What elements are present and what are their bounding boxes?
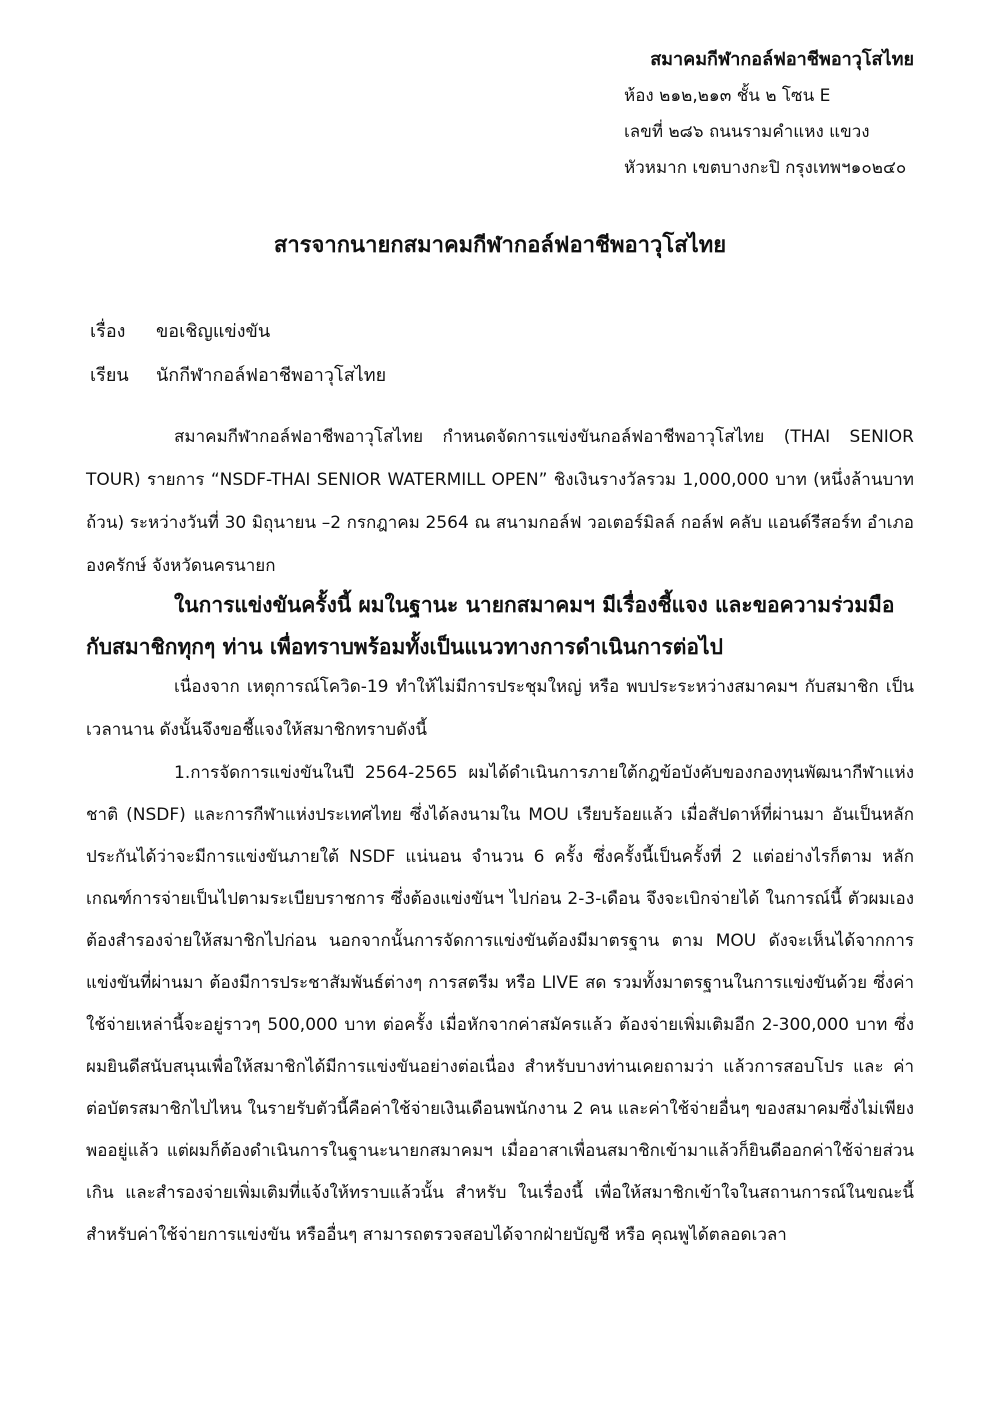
address-line-room: ห้อง ๒๑๒,๒๑๓ ชั้น ๒ โซน E xyxy=(624,86,831,106)
address-line-street: เลขที่ ๒๘๖ ถนนรามคำแหง แขวง xyxy=(624,122,870,142)
item1-paragraph: 1.การจัดการแข่งขันในปี 2564-2565 ผมได้ดำเนินการภายใต้กฎข้อบังคับของกองทุนพัฒนากีฬาแห่งชาติ (NSDF) และการกีฬาแห่งประเทศไทย ซึ่งได้ลงนามใน MOU เรียบร้อยแล้ว เมื่อสัปดาห์ที่ผ่านมา อันเป็นหลักประกันได้ว่าจะมีการแข่งขันภายใต้ NSDF แน่นอน จำนวน 6 ครั้ง ซึ่งครั้งนี้เป็นครั้งที่ 2 แต่อย่างไรก็ตาม หลักเกณฑ์การจ่ายเป็นไปตามระเบียบราชการ ซึ่งต้องแข่งขันฯ ไปก่อน 2-3-เดือน จึงจะเบิกจ่ายได้ ในการณ์นี้ ตัวผมเองต้องสำรองจ่ายให้สมาชิกไปก่อน นอกจากนั้นการจัดการแข่งขันต้องมีมาตรฐาน ตาม MOU ดังจะเห็นได้จากการแข่งขันที่ผ่านมา ต้องมีการประชาสัมพันธ์ต่างๆ การสตรีม หรือ LIVE สด รวมทั้งมาตรฐานในการแข่งขันด้วย ซึ่งค่าใช้จ่ายเหล่านี้จะอยู่ราวๆ 500,000 บาท ต่อครั้ง เมื่อหักจากค่าสมัครแล้ว ต้องจ่ายเพิ่มเติมอีก 2-300,000 บาท ซึ่งผมยินดีสนับสนุนเพื่อให้สมาชิกได้มีการแข่งขันอย่างต่อเนื่อง สำหรับบางท่านเคยถามว่า แล้วการสอบโปร และ ค่าต่อบัตรสมาชิกไปไหน ในรายรับตัวนี้คือค่าใช้จ่ายเงินเดือนพนักงาน 2 คน และค่าใช้จ่ายอื่นๆ ของสมาคมซึ่งไม่เพียงพออยู่แล้ว แต่ผมก็ต้องดำเนินการในฐานะนายกสมาคมฯ เมื่ออาสาเพื่อนสมาชิกเข้ามาแล้วก็ยินดีออกค่าใช้จ่ายส่วนเกิน และสำรองจ่ายเพิ่มเติมที่แจ้งให้ทราบแล้วนั้น สำหรับ ในเรื่องนี้ เพื่อให้สมาชิกเข้าใจในสถานการณ์ในขณะนี้ สำหรับค่าใช้จ่ายการแข่งขัน หรืออื่นๆ สามารถตรวจสอบได้จากฝ่ายบัญชี หรือ คุณพูได้ตลอดเวลา xyxy=(86,763,914,1245)
address-line-district: หัวหมาก เขตบางกะปิ กรุงเทพฯ๑๐๒๔๐ xyxy=(624,158,907,178)
sender-organization: สมาคมกีฬากอล์ฟอาชีพอาวุโสไทย xyxy=(650,49,914,70)
sender-address-block xyxy=(594,42,914,186)
recipient-label: เรียน xyxy=(90,365,129,386)
recipient-line xyxy=(90,358,386,394)
emphasis-paragraph: ในการแข่งขันครั้งนี้ ผมในฐานะ นายกสมาคมฯ มีเรื่องชี้แจง และขอความร่วมมือกับสมาชิกทุกๆ ท่าน เพื่อทราบพร้อมทั้งเป็นแนวทางการดำเนินการต่อไป xyxy=(86,593,895,659)
intro-paragraph: สมาคมกีฬากอล์ฟอาชีพอาวุโสไทย กำหนดจัดการแข่งขันกอล์ฟอาชีพอาวุโสไทย (THAI SENIOR TOUR) รายการ “NSDF-THAI SENIOR WATERMILL OPEN” ชิงเงินรางวัลรวม 1,000,000 บาท (หนึ่งล้านบาทถ้วน) ระหว่างวันที่ 30 มิถุนายน –2 กรกฎาคม 2564 ณ สนามกอล์ฟ วอเตอร์มิลล์ กอล์ฟ คลับ แอนด์รีสอร์ท อำเภอองครักษ์ จังหวัดนครนายก xyxy=(86,427,914,576)
subject-label: เรื่อง xyxy=(90,321,126,342)
subject-line xyxy=(90,314,270,350)
emphasis-paragraph-block xyxy=(86,584,914,668)
intro-paragraph-block xyxy=(86,416,914,588)
subject-value: ขอเชิญแข่งขัน xyxy=(156,321,271,342)
covid-paragraph: เนื่องจาก เหตุการณ์โควิด-19 ทำให้ไม่มีการประชุมใหญ่ หรือ พบประระหว่างสมาคมฯ กับสมาชิก เป็นเวลานาน ดังนั้นจึงขอชี้แจงให้สมาชิกทราบดังนี้ xyxy=(86,677,914,740)
item1-paragraph-block xyxy=(86,752,914,1256)
letter-title: สารจากนายกสมาคมกีฬากอล์ฟอาชีพอาวุโสไทย xyxy=(273,233,727,258)
recipient-value: นักกีฬากอล์ฟอาชีพอาวุโสไทย xyxy=(156,365,387,386)
covid-paragraph-block xyxy=(86,666,914,752)
